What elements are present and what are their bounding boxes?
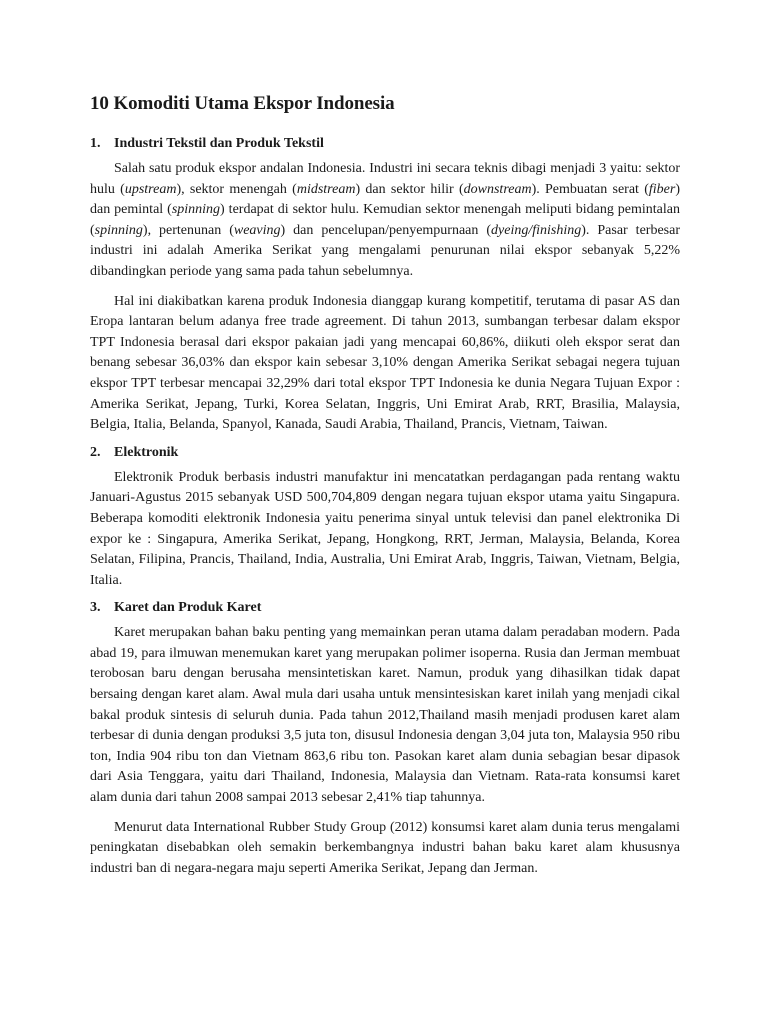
paragraph — [90, 159, 680, 283]
section-heading-text: Karet dan Produk Karet — [114, 600, 262, 616]
text-run: ) dan pemintal ( — [90, 181, 680, 218]
text-run: Salah satu produk ekspor andalan Indonesia. Industri ini secara teknis dibagi menjadi 3 yaitu: sektor hulu ( — [90, 161, 680, 197]
paragraph — [90, 623, 680, 808]
text-run: ) dan pencelupan/penyempurnaan ( — [280, 222, 492, 238]
text-run: Hal ini diakibatkan karena produk Indonesia dianggap kurang kompetitif, terutama di pasar AS dan Eropa lantaran belum adanya free trade agreement. Di tahun 2013, sumbangan terbesar dalam ekspor TPT Indonesia berasal dari ekspor pakaian jadi yang mencapai 60,86%, diikuti oleh ekspor serat dan benang sebesar 36,03% dan ekspor kain sebesar 3,10% dengan Amerika Serikat sebagai negera tujuan ekspor TPT terbesar mencapai 32,29% dari total ekspor TPT Indonesia ke dunia Negara Tujuan Expor : Amerika Serikat, Jepang, Turki, Korea Selatan, Inggris, Uni Emirat Arab, RRT, Brasilia, Malaysia, Belgia, Italia, Belanda, Spanyol, Kanada, Saudi Arabia, Thailand, Prancis, Vietnam, Taiwan. — [90, 293, 680, 433]
section-heading-text: Industri Tekstil dan Produk Tekstil — [114, 136, 324, 151]
italic-term: midstream — [296, 181, 356, 197]
section-heading — [90, 136, 680, 152]
text-run: ). Pembuatan serat ( — [531, 181, 649, 197]
text-run: ) terdapat di sektor hulu. Kemudian sektor menengah meliputi bidang pemintalan ( — [90, 202, 680, 238]
text-run: Elektronik Produk berbasis industri manufaktur ini mencatatkan perdagangan pada rentang waktu Januari-Agustus 2015 sebanyak USD 500,704,809 dengan negara tujuan ekspor utama yaitu Singapura. Beberapa komoditi elektronik Indonesia yaitu penerima sinyal untuk televisi dan panel elektronika Di expor ke : Singapura, Amerika Serikat, Jepang, Hongkong, RRT, Jerman, Malaysia, Belanda, Korea Selatan, Filipina, Prancis, Thailand, India, Australia, Uni Emirat Arab, Inggris, Taiwan, Vietnam, Belgia, Italia. — [90, 469, 680, 588]
section-1 — [90, 136, 680, 436]
document-title: 10 Komoditi Utama Ekspor Indonesia — [90, 93, 395, 114]
section-heading — [90, 445, 680, 461]
section-number: 1. — [90, 136, 101, 151]
paragraph — [90, 292, 680, 436]
text-run: ), pertenunan ( — [142, 222, 234, 238]
section-number: 3. — [90, 600, 101, 616]
paragraph — [90, 468, 680, 592]
section-3 — [90, 600, 680, 879]
italic-term: upstream — [124, 181, 177, 197]
section-heading — [90, 600, 680, 616]
italic-term: weaving — [233, 222, 281, 238]
section-2 — [90, 445, 680, 592]
text-run: Menurut data International Rubber Study Group (2012) konsumsi karet alam dunia terus mengalami peningkatan disebabkan oleh semakin berkembangnya industri bahan baku karet alam khususnya industri ban di negara-negara maju seperti Amerika Serikat, Jepang dan Jerman. — [90, 819, 680, 876]
italic-term: dyeing/finishing — [491, 222, 582, 238]
text-run: ), sektor menengah ( — [176, 181, 297, 197]
italic-term: spinning — [171, 202, 221, 218]
paragraph — [90, 818, 680, 880]
document-body — [90, 136, 680, 879]
italic-term: fiber — [648, 181, 676, 197]
text-run: ). Pasar terbesar industri ini adalah Amerika Serikat yang mengalami penurunan nilai ekspor sebanyak 5,22% dibandingkan periode yang sama pada tahun sebelumnya. — [90, 222, 680, 279]
italic-term: downstream — [463, 181, 532, 197]
section-heading-text: Elektronik — [114, 444, 179, 460]
italic-term: spinning — [94, 222, 143, 238]
text-run: Karet merupakan bahan baku penting yang memainkan peran utama dalam peradaban modern. Pada abad 19, para ilmuwan menemukan karet yang merupakan polimer isoperna. Rusia dan Jerman membuat terobosan baru dengan berusaha mensintetiskan karet. Namun, produk yang dihasilkan tidak dapat bersaing dengan karet alam. Awal mula dari usaha untuk mensintesiskan karet inilah yang menjadi cikal bakal produk sintesis di seluruh dunia. Pada tahun 2012,Thailand masih menjadi produsen karet alam terbesar di dunia dengan produksi 3,5 juta ton, disusul Indonesia dengan 3,04 juta ton, Malaysia 950 ribu ton, India 904 ribu ton dan Vietnam 863,6 ribu ton. Pasokan karet alam dunia sebagian besar dipasok dari Asia Tenggara, yaitu dari Thailand, Indonesia, Malaysia dan Vietnam. Rata-rata konsumsi karet alam dunia dari tahun 2008 sampai 2013 sebesar 2,41% tiap tahunnya. — [90, 625, 680, 806]
text-run: ) dan sektor hilir ( — [355, 181, 464, 197]
section-number: 2. — [90, 444, 101, 460]
